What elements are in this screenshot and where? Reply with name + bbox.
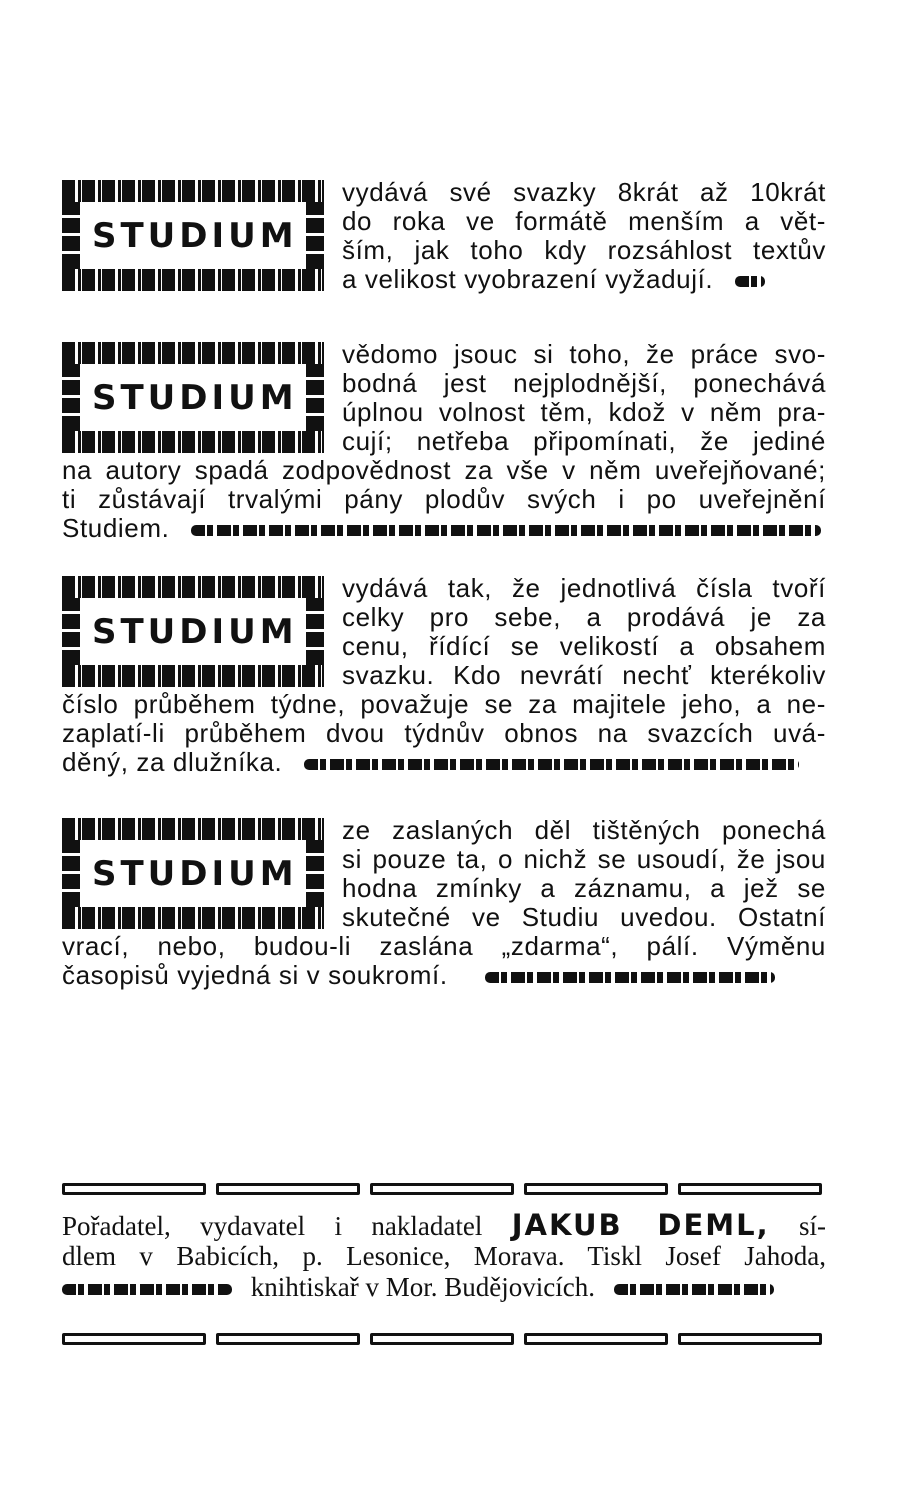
imprint-text: Pořadatel, vydavatel i nakladatel [62,1211,483,1241]
text-line-end: časopisů vyjedná si v soukromí. [62,960,448,990]
text-line: bodná jest nejplodnější, ponechává [342,368,826,398]
imprint-text: sí- [799,1211,827,1241]
section-1 [62,178,826,294]
ornament-icon [191,525,821,536]
text-line [62,961,826,990]
studium-logo [62,180,324,291]
text-line: vrací, nebo, budou-li zaslána „zdarma“, pálí. Výměnu [62,931,826,961]
text-line: skutečné ve Studiu uvedou. Ostatní [342,902,826,932]
text-line: číslo průběhem týdne, považuje se za majitele jeho, a ne- [62,689,826,719]
text-line: úplnou volnost těm, kdož v něm pra- [342,397,826,427]
text-line-end: Studiem. [62,513,170,543]
ornament-icon [735,276,765,287]
imprint-text: knihtiskař v Mor. Budějovicích. [250,1272,595,1302]
text-line: ze zaslaných děl tištěných ponechá [342,815,826,845]
text-line: vydává své svazky 8krát až 10krát [342,177,826,207]
text-line: celky pro sebe, a prodává je za [342,602,826,632]
text-line: hodna zmínky a záznamu, a jež se [342,873,826,903]
text-line: si pouze ta, o nichž se usoudí, že jsou [342,844,826,874]
studium-logo [62,818,324,929]
logo-text: STUDIUM [92,378,298,418]
text-line-end: a velikost vyobrazení vyžadují. [342,264,714,294]
logo-text: STUDIUM [92,612,298,652]
text-line [62,748,826,777]
ornament-icon [62,1284,232,1295]
logo-text: STUDIUM [92,854,298,894]
ornament-icon [304,759,799,770]
ornament-icon [614,1284,774,1295]
text-line: do roka ve formátě menším a vět- [342,206,826,236]
text-line: cenu, řídící se velikostí a obsahem [342,631,826,661]
studium-logo [62,576,324,687]
studium-logo [62,342,324,453]
imprint-line [62,1272,826,1303]
text-line: zaplatí-li průběhem dvou týdnův obnos na svazcích uvá- [62,718,826,748]
text-line [62,514,826,543]
text-line: ti zůstávají trvalými pány plodův svých i po uveřejnění [62,484,826,514]
ornament-icon [485,972,775,983]
section-4 [62,816,826,990]
text-line: vědomo jsouc si toho, že práce svo- [342,339,826,369]
text-line: svazku. Kdo nevrátí nechť kterékoliv [342,660,826,690]
logo-text: STUDIUM [92,216,298,256]
text-line: vydává tak, že jednotlivá čísla tvoří [342,573,826,603]
text-line: cují; netřeba připomínati, že jediné [342,426,826,456]
section-3 [62,574,826,777]
text-line-end: děný, za dlužníka. [62,747,283,777]
text-line: ším, jak toho kdy rozsáhlost textův [342,235,826,265]
imprint-line: dlem v Babicích, p. Lesonice, Morava. Tiskl Josef Jahoda, [62,1241,826,1271]
section-2 [62,340,826,543]
divider-rule-top [62,1183,822,1195]
text-line: na autory spadá zodpovědnost za vše v něm uveřejňované; [62,455,826,485]
divider-rule-bottom [62,1333,822,1345]
publisher-name: JAKUB DEML, [511,1208,770,1242]
imprint-line [62,1210,826,1241]
imprint [62,1210,826,1303]
